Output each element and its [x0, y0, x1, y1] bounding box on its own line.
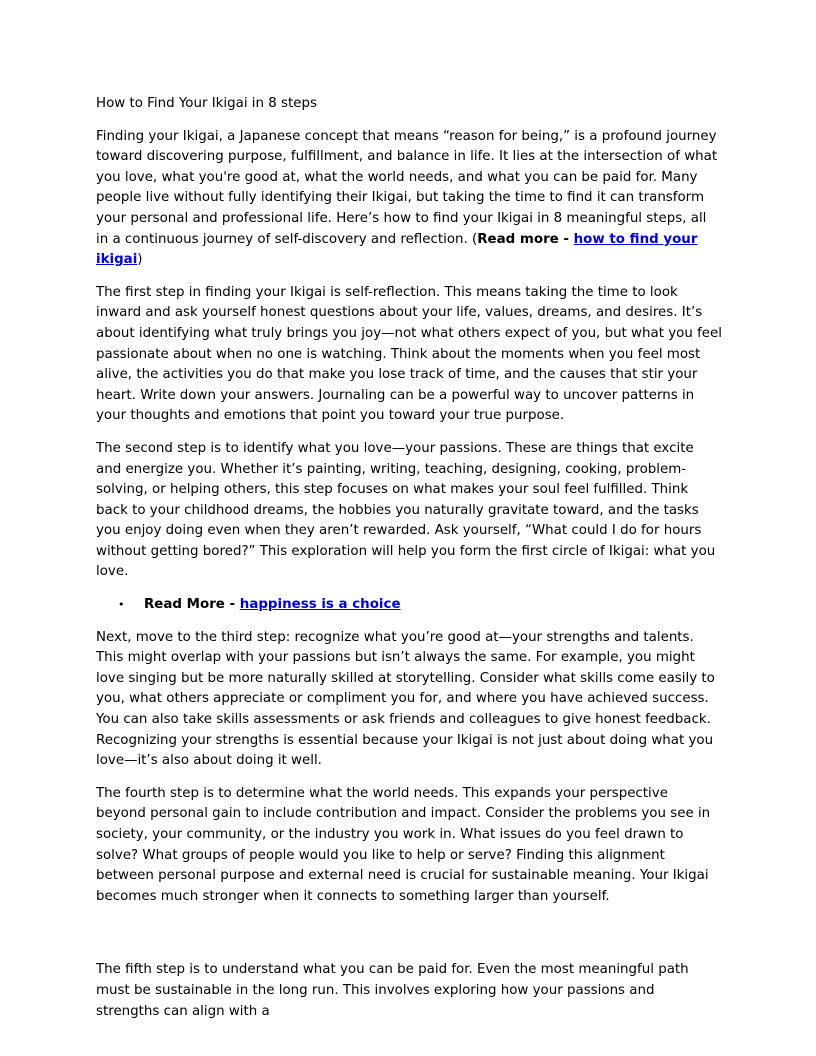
read-more-bullet [96, 595, 722, 616]
step3-paragraph: Next, move to the third step: recognize what you’re good at—your strengths and talents. This might overlap with your passions but isn’t always the same. For example, you might love singing but be more naturally skilled at storytelling. Consider what skills come easily to you, what others appreciate or compliment you for, and where you have achieved success. You can also take skills assessments or ask friends and colleagues to give honest feedback. Recognizing your strengths is essential because your Ikigai is not just about doing what you love—it’s also about doing it well. [96, 629, 715, 769]
blank-spacer [96, 919, 722, 960]
bullet-read-more-label: Read More - [144, 597, 240, 613]
document-page [96, 94, 722, 1034]
intro-text: Finding your Ikigai, a Japanese concept that means “reason for being,” is a profound journey toward discovering purpose, fulfillment, and balance in life. It lies at the intersection of what you love, what you're good at, what the world needs, and what you can be paid for. Many people live without fully identifying their Ikigai, but taking the time to find it can transform your personal and professional life. Here’s how to find your Ikigai in 8 meaningful steps, all in a continuous journey of self-discovery and reflection. ( [96, 128, 718, 247]
step4-paragraph: The fourth step is to determine what the world needs. This expands your perspective beyond personal gain to include contribution and impact. Consider the problems you see in society, your community, or the industry you work in. What issues do you feel drawn to solve? What groups of people would you like to help or serve? Finding this alignment between personal purpose and external need is crucial for sustainable meaning. Your Ikigai becomes much stronger when it connects to something larger than yourself. [96, 785, 711, 904]
step1-paragraph: The first step in finding your Ikigai is self-reflection. This means taking the time to look inward and ask yourself honest questions about your life, values, dreams, and desires. It’s about identifying what truly brings you joy—not what others expect of you, but what you feel passionate about when no one is watching. Think about the moments when you feel most alive, the activities you do that make you lose track of time, and the causes that stir your heart. Write down your answers. Journaling can be a powerful way to uncover patterns in your thoughts and emotions that point you toward your true purpose. [96, 284, 722, 424]
document-title: How to Find Your Ikigai in 8 steps [96, 96, 317, 111]
step2-paragraph: The second step is to identify what you love—your passions. These are things that excite and energize you. Whether it’s painting, writing, teaching, designing, cooking, problem-solving, or helping others, this step focuses on what makes your soul feel fulfilled. Think back to your childhood dreams, the hobbies you naturally gravitate toward, and the tasks you enjoy doing even when they aren’t rewarded. Ask yourself, “What could I do for hours without getting bored?” This exploration will help you form the first circle of Ikigai: what you love. [96, 440, 716, 580]
how-to-find-ikigai-link[interactable]: how to find your ikigai [96, 231, 698, 268]
bullet-icon: • [118, 598, 125, 612]
intro-paragraph [96, 127, 722, 271]
happiness-is-a-choice-link[interactable]: happiness is a choice [239, 597, 401, 613]
intro-close-paren: ) [137, 252, 143, 268]
intro-read-more-label: Read more - [477, 231, 574, 247]
step5-paragraph: The fifth step is to understand what you can be paid for. Even the most meaningful path must be sustainable in the long run. This involves exploring how your passions and strengths can align with a [96, 962, 689, 1019]
